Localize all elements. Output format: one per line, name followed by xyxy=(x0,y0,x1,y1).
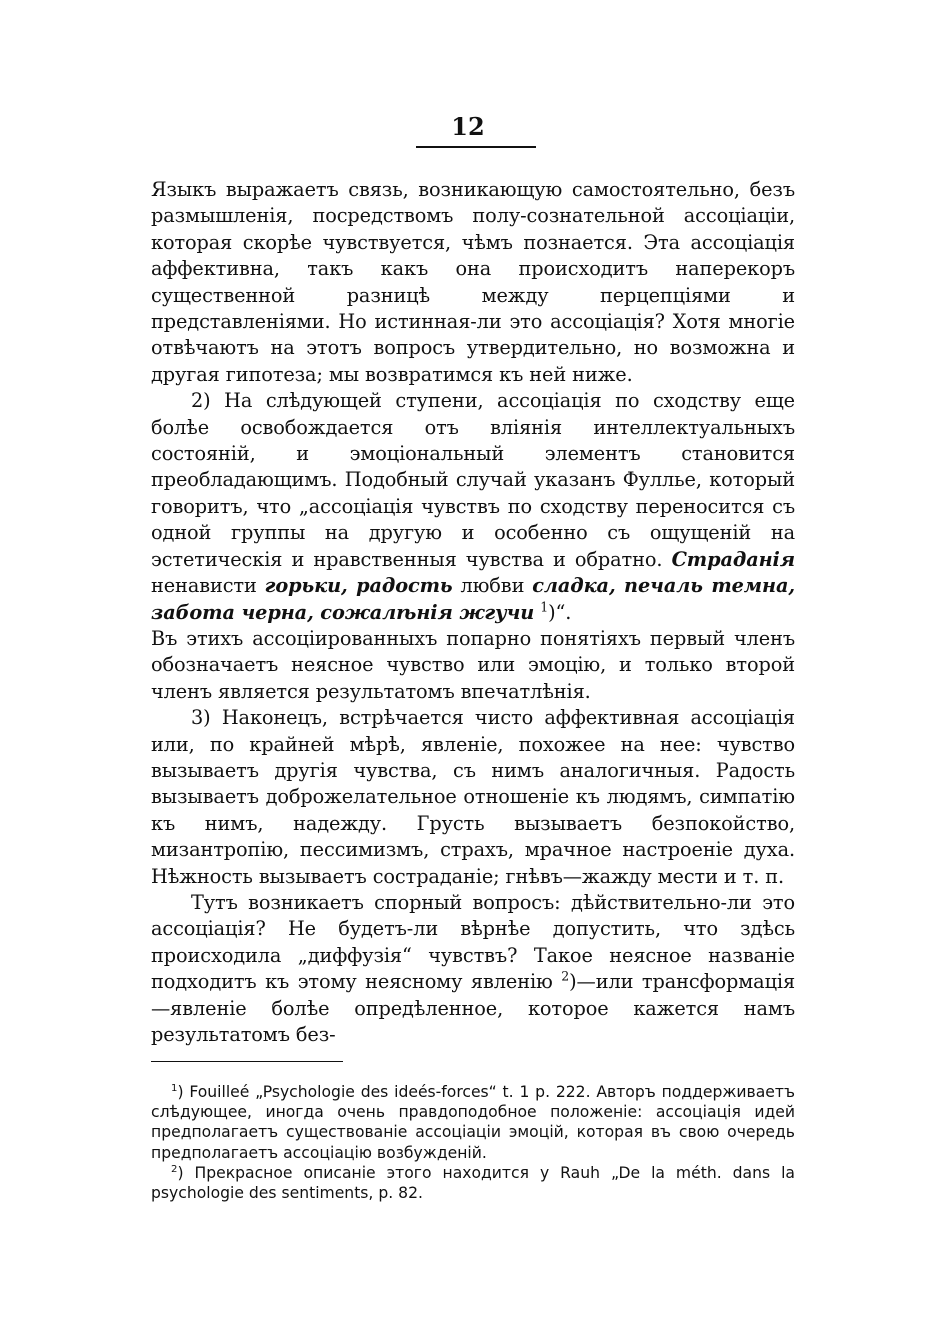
footnote-1-text: ) Fouilleé „Psychologie des ideés-forces“ t. 1 p. 222. Авторъ поддерживаетъ слѣдующее, иногда очень правдоподобное положеніе: ассоціація идей предполагаетъ существованіе ассоціаціи эмоцій, которая въ свою очередь предполагаетъ ассоціацію возбужденій. xyxy=(151,1083,795,1162)
footnotes xyxy=(151,1082,795,1203)
paragraph-1: Языкъ выражаетъ связь, возникающую самостоятельно, безъ размышленія, посредствомъ полу-сознательной ассоціаціи, которая скорѣе чувствуется, чѣмъ познается. Эта ассоціація аффективна, такъ какъ она происходитъ наперекоръ существенной разницѣ между перцепціями и представленіями. Но истинная-ли это ассоціація? Хотя многіе отвѣчаютъ на этотъ вопросъ утвердительно, но возможна и другая гипотеза; мы возвратимся къ ней ниже. xyxy=(151,178,795,386)
footnote-ref-2: 2 xyxy=(561,968,570,984)
footnote-rule xyxy=(151,1061,343,1062)
p2-italic-1: Страданія xyxy=(671,547,796,571)
paragraph-2 xyxy=(151,388,795,626)
p2-italic-2: горьки, радость xyxy=(264,574,453,598)
footnote-1-mark: 1 xyxy=(171,1082,178,1094)
footnote-ref-1: 1 xyxy=(540,599,549,615)
p2-text-a: 2) На слѣдующей ступени, ассоціація по сходству еще болѣе освобождается отъ вліянія интеллектуальныхъ состояній, и эмоціональный элементъ становится преобладающимъ. Подобный случай указанъ Фуллье, который говоритъ, что „ассоціація чувствъ по сходству переносится съ одной группы на другую и особенно съ ощущеній на эстетическія и нравственныя чувства и обратно. xyxy=(151,389,795,571)
footnote-2 xyxy=(151,1163,795,1203)
body-text xyxy=(151,177,795,1048)
p2-text-c: любви xyxy=(460,574,525,598)
paragraph-3: Въ этихъ ассоціированныхъ попарно понятіяхъ первый членъ обозначаетъ неясное чувство или эмоцію, и только второй членъ является результатомъ впечатлѣнія. xyxy=(151,626,795,703)
page-number-rule xyxy=(416,146,536,148)
paragraph-5 xyxy=(151,890,795,1048)
p2-text-b: ненависти xyxy=(151,574,257,598)
p5-text-a: Тутъ возникаетъ спорный вопросъ: дѣйствительно-ли это ассоціація? Не будетъ-ли вѣрнѣе допустить, что здѣсь происходила „диффузія“ чувствъ? Такое неясное названіе подходитъ къ этому неясному явленію xyxy=(151,890,795,994)
p2-text-d: )“. xyxy=(548,600,572,624)
p2-italic-3: сладка, печаль темна, забота черна, сожалѣнія жгучи xyxy=(151,574,796,624)
footnote-2-text: ) Прекрасное описаніе этого находится у Rauh „De la méth. dans la psychologie des sentiments, p. 82. xyxy=(151,1163,795,1203)
footnote-2-mark: 2 xyxy=(171,1163,178,1175)
p5-text-b: )—или трансформація—явленіе болѣе опредѣленное, которое кажется намъ результатомъ без- xyxy=(151,970,796,1046)
page-number: 12 xyxy=(451,112,485,141)
footnote-1 xyxy=(151,1082,795,1163)
paragraph-4: 3) Наконецъ, встрѣчается чисто аффективная ассоціація или, по крайней мѣрѣ, явленіе, похожее на нее: чувство вызываетъ другія чувства, съ нимъ аналогичныя. Радость вызываетъ доброжелательное отношеніе къ людямъ, симпатію къ нимъ, надежду. Грусть вызываетъ безпокойство, мизантропію, пессимизмъ, страхъ, мрачное настроеніе духа. Нѣжность вызываетъ состраданіе; гнѣвъ—жажду мести и т. п. xyxy=(151,706,795,888)
